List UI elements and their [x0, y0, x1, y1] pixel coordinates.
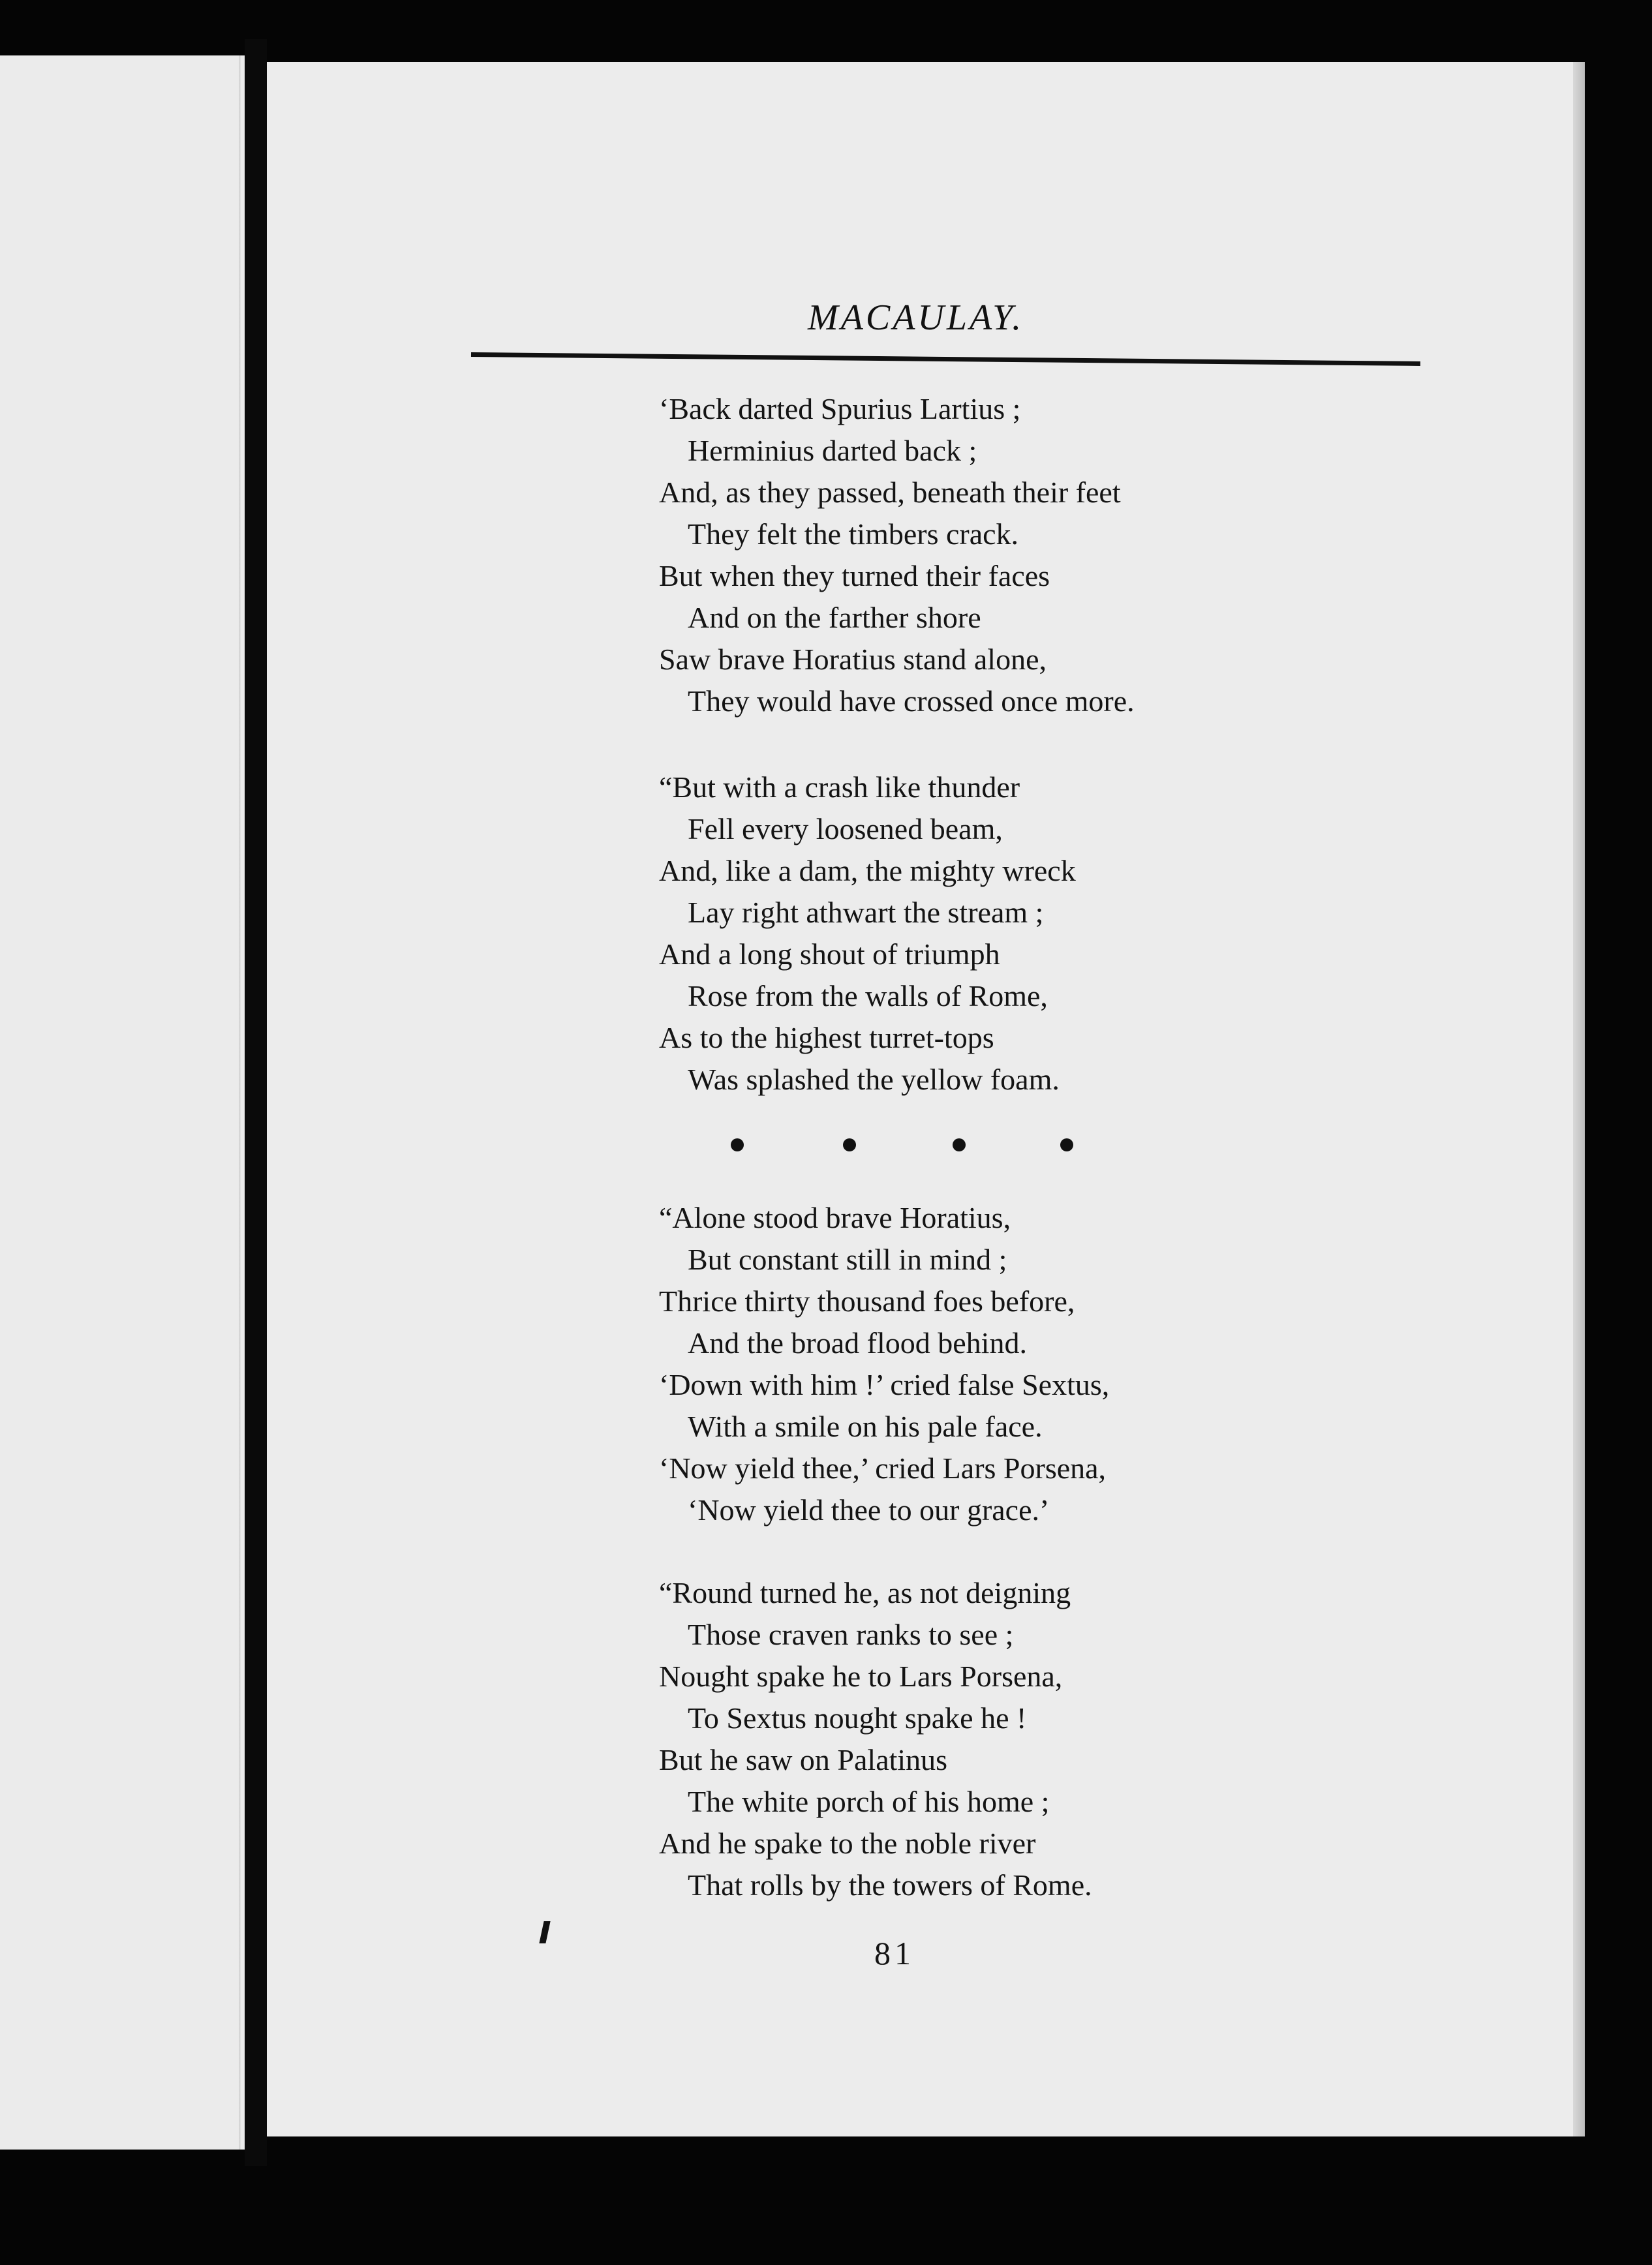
stanza-1 — [659, 388, 1311, 722]
book-gutter — [245, 39, 267, 2166]
poem-line: And the broad flood behind. — [688, 1326, 1027, 1360]
poem-line: With a smile on his pale face. — [688, 1410, 1043, 1443]
poem-line: Rose from the walls of Rome, — [688, 979, 1048, 1012]
page-number: 81 — [874, 1935, 915, 1971]
poem-line: Saw brave Horatius stand alone, — [659, 643, 1047, 676]
stanza-4 — [659, 1572, 1311, 1906]
ornament-dot — [731, 1138, 744, 1151]
stanza-3 — [659, 1197, 1311, 1531]
poem-line: But constant still in mind ; — [688, 1243, 1007, 1276]
poem-line: ‘Back darted Spurius Lartius ; — [659, 392, 1021, 425]
poem-line: And a long shout of triumph — [659, 937, 1000, 971]
poem-line: But he saw on Palatinus — [659, 1743, 948, 1776]
poem-line: And on the farther shore — [688, 601, 981, 634]
left-page — [0, 55, 245, 2150]
poem-line: As to the highest turret-tops — [659, 1021, 994, 1054]
poem-line: Thrice thirty thousand foes before, — [659, 1285, 1075, 1318]
poem-line: But when they turned their faces — [659, 559, 1050, 592]
poem-line: Fell every loosened beam, — [688, 812, 1003, 845]
poem-line: Lay right athwart the stream ; — [688, 896, 1044, 929]
poem-line: ‘Now yield thee,’ cried Lars Porsena, — [659, 1452, 1107, 1485]
poem-line: And, like a dam, the mighty wreck — [659, 854, 1076, 887]
stanza-2 — [659, 767, 1311, 1101]
poem-line: And, as they passed, beneath their feet — [659, 476, 1121, 509]
poem-line: ‘Down with him !’ cried false Sextus, — [659, 1368, 1110, 1401]
right-page-edge — [1573, 62, 1585, 2136]
poem-line: And he spake to the noble river — [659, 1827, 1036, 1860]
poem-line: “Round turned he, as not deigning — [659, 1576, 1071, 1609]
poem-line: “Alone stood brave Horatius, — [659, 1201, 1011, 1234]
running-head: MACAULAY. — [808, 297, 1024, 338]
poem-line: Was splashed the yellow foam. — [688, 1063, 1060, 1096]
poem-line: ‘Now yield thee to our grace.’ — [688, 1493, 1050, 1527]
poem-line: That rolls by the towers of Rome. — [688, 1868, 1092, 1902]
poem-line: Nought spake he to Lars Porsena, — [659, 1660, 1063, 1693]
section-break-ornament — [731, 1132, 1083, 1158]
poem-line: To Sextus nought spake he ! — [688, 1701, 1027, 1735]
ornament-dot — [953, 1138, 966, 1151]
ornament-dot — [1060, 1138, 1073, 1151]
poem-line: Herminius darted back ; — [688, 434, 977, 467]
poem-line: “But with a crash like thunder — [659, 770, 1020, 804]
poem-line: The white porch of his home ; — [688, 1785, 1050, 1818]
poem-line: Those craven ranks to see ; — [688, 1618, 1014, 1651]
ornament-dot — [843, 1138, 856, 1151]
poem-line: They would have crossed once more. — [688, 684, 1135, 718]
poem-line: They felt the timbers crack. — [688, 517, 1019, 551]
left-page-edge — [239, 55, 241, 2150]
